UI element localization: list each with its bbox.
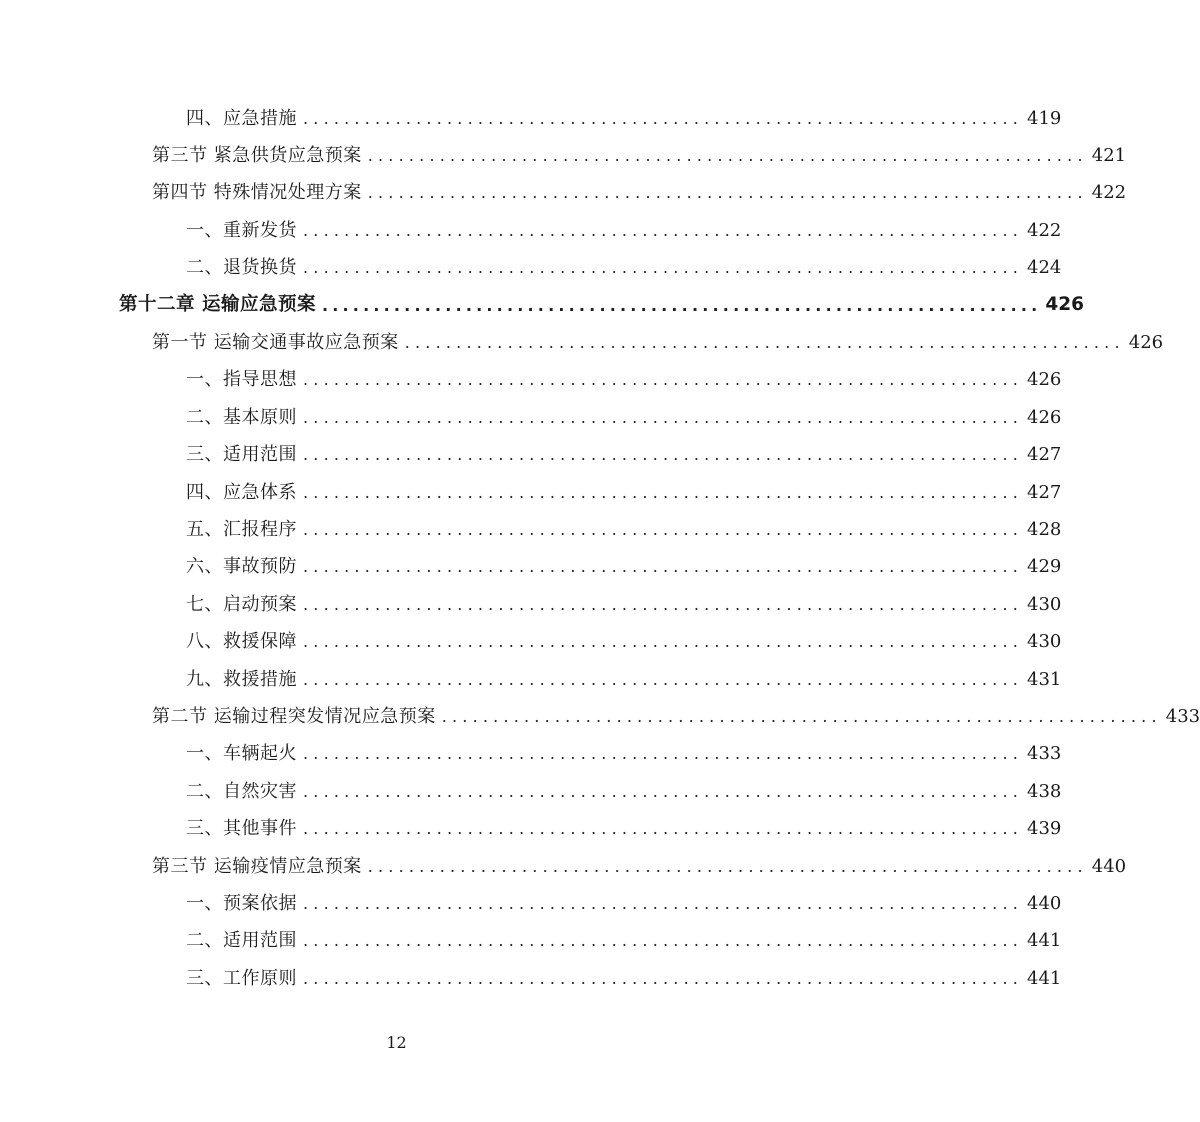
toc-entry-page: 440: [1027, 892, 1062, 914]
toc-dot-leader: ......................................................................: [303, 594, 1024, 614]
toc-entry-item[interactable]: [0, 960, 1062, 997]
toc-entry-label: 二、适用范围: [186, 930, 297, 952]
toc-entry-chapter[interactable]: [0, 287, 1085, 324]
toc-entry-label: 第二节 运输过程突发情况应急预案: [152, 705, 436, 727]
toc-dot-leader: ......................................................................: [404, 333, 1125, 353]
toc-dot-leader: ......................................................................: [303, 220, 1024, 240]
toc-entry-page: 426: [1027, 369, 1062, 391]
toc-entry-label: 九、救援措施: [186, 668, 297, 690]
toc-entry-label: 第四节 特殊情况处理方案: [152, 182, 362, 204]
toc-entry-item[interactable]: [0, 549, 1062, 586]
toc-entry-item[interactable]: [0, 810, 1062, 847]
toc-entry-label: 第一节 运输交通事故应急预案: [152, 332, 399, 354]
toc-entry-page: 427: [1027, 444, 1062, 466]
toc-dot-leader: ......................................................................: [303, 893, 1024, 913]
toc-entry-item[interactable]: [0, 623, 1062, 660]
toc-entry-section[interactable]: [0, 137, 1127, 174]
toc-dot-leader: ......................................................................: [303, 407, 1024, 427]
toc-entry-section[interactable]: [0, 698, 1200, 735]
table-of-contents: [0, 100, 1200, 997]
toc-entry-label: 第十二章 运输应急预案: [119, 294, 316, 316]
toc-entry-page: 422: [1091, 182, 1127, 204]
toc-entry-item[interactable]: [0, 885, 1062, 922]
toc-entry-page: 431: [1027, 668, 1062, 690]
toc-entry-page: 424: [1027, 257, 1062, 279]
toc-entry-page: 430: [1027, 631, 1062, 653]
toc-dot-leader: ......................................................................: [367, 146, 1088, 166]
toc-entry-item[interactable]: [0, 661, 1062, 698]
toc-entry-label: 六、事故预防: [186, 556, 297, 578]
toc-entry-section[interactable]: [0, 175, 1127, 212]
toc-entry-page: 427: [1027, 481, 1062, 503]
toc-entry-item[interactable]: [0, 923, 1062, 960]
toc-entry-page: 430: [1027, 593, 1062, 615]
toc-entry-page: 433: [1027, 743, 1062, 765]
toc-entry-page: 422: [1027, 219, 1062, 241]
toc-dot-leader: ......................................................................: [303, 482, 1024, 502]
toc-dot-leader: ......................................................................: [303, 108, 1024, 128]
toc-entry-page: 438: [1027, 780, 1062, 802]
toc-entry-label: 一、车辆起火: [186, 743, 297, 765]
toc-entry-item[interactable]: [0, 100, 1062, 137]
toc-entry-item[interactable]: [0, 362, 1062, 399]
toc-entry-label: 第三节 运输疫情应急预案: [152, 855, 362, 877]
toc-entry-label: 一、预案依据: [186, 892, 297, 914]
toc-entry-section[interactable]: [0, 848, 1127, 885]
toc-dot-leader: ......................................................................: [303, 669, 1024, 689]
toc-entry-item[interactable]: [0, 736, 1062, 773]
toc-entry-label: 四、应急措施: [186, 107, 297, 129]
toc-entry-item[interactable]: [0, 474, 1062, 511]
toc-entry-page: 433: [1165, 705, 1200, 727]
toc-entry-page: 426: [1045, 294, 1085, 316]
toc-entry-item[interactable]: [0, 399, 1062, 436]
toc-entry-page: 419: [1027, 107, 1062, 129]
toc-entry-item[interactable]: [0, 212, 1062, 249]
toc-entry-item[interactable]: [0, 773, 1062, 810]
toc-dot-leader: ......................................................................: [303, 632, 1024, 652]
toc-dot-leader: ......................................................................: [303, 519, 1024, 539]
toc-entry-section[interactable]: [0, 324, 1164, 361]
toc-entry-label: 七、启动预案: [186, 593, 297, 615]
toc-entry-item[interactable]: [0, 437, 1062, 474]
toc-dot-leader: ......................................................................: [303, 968, 1024, 988]
toc-dot-leader: ......................................................................: [441, 706, 1162, 726]
toc-dot-leader: ......................................................................: [303, 931, 1024, 951]
toc-entry-page: 426: [1027, 406, 1062, 428]
toc-entry-label: 二、基本原则: [186, 406, 297, 428]
toc-entry-label: 八、救援保障: [186, 631, 297, 653]
toc-entry-label: 二、退货换货: [186, 257, 297, 279]
toc-entry-item[interactable]: [0, 511, 1062, 548]
toc-entry-item[interactable]: [0, 250, 1062, 287]
toc-entry-label: 四、应急体系: [186, 481, 297, 503]
toc-entry-label: 三、其他事件: [186, 818, 297, 840]
toc-dot-leader: ......................................................................: [321, 295, 1042, 315]
toc-dot-leader: ......................................................................: [303, 445, 1024, 465]
toc-dot-leader: ......................................................................: [303, 744, 1024, 764]
toc-entry-label: 三、适用范围: [186, 444, 297, 466]
toc-entry-page: 441: [1027, 930, 1062, 952]
toc-entry-page: 439: [1027, 818, 1062, 840]
toc-entry-label: 三、工作原则: [186, 967, 297, 989]
toc-entry-page: 426: [1128, 332, 1164, 354]
toc-entry-label: 二、自然灾害: [186, 780, 297, 802]
toc-entry-page: 428: [1027, 518, 1062, 540]
toc-dot-leader: ......................................................................: [367, 856, 1088, 876]
toc-entry-page: 421: [1091, 145, 1127, 167]
toc-entry-page: 441: [1027, 967, 1062, 989]
toc-dot-leader: ......................................................................: [303, 781, 1024, 801]
toc-entry-label: 一、重新发货: [186, 219, 297, 241]
toc-dot-leader: ......................................................................: [303, 557, 1024, 577]
toc-dot-leader: ......................................................................: [303, 258, 1024, 278]
toc-dot-leader: ......................................................................: [303, 370, 1024, 390]
toc-entry-label: 一、指导思想: [186, 369, 297, 391]
toc-entry-label: 五、汇报程序: [186, 518, 297, 540]
toc-entry-item[interactable]: [0, 586, 1062, 623]
page-number: 12: [386, 1033, 407, 1052]
toc-entry-page: 429: [1027, 556, 1062, 578]
toc-dot-leader: ......................................................................: [367, 183, 1088, 203]
toc-entry-label: 第三节 紧急供货应急预案: [152, 145, 362, 167]
toc-dot-leader: ......................................................................: [303, 819, 1024, 839]
toc-entry-page: 440: [1091, 855, 1127, 877]
